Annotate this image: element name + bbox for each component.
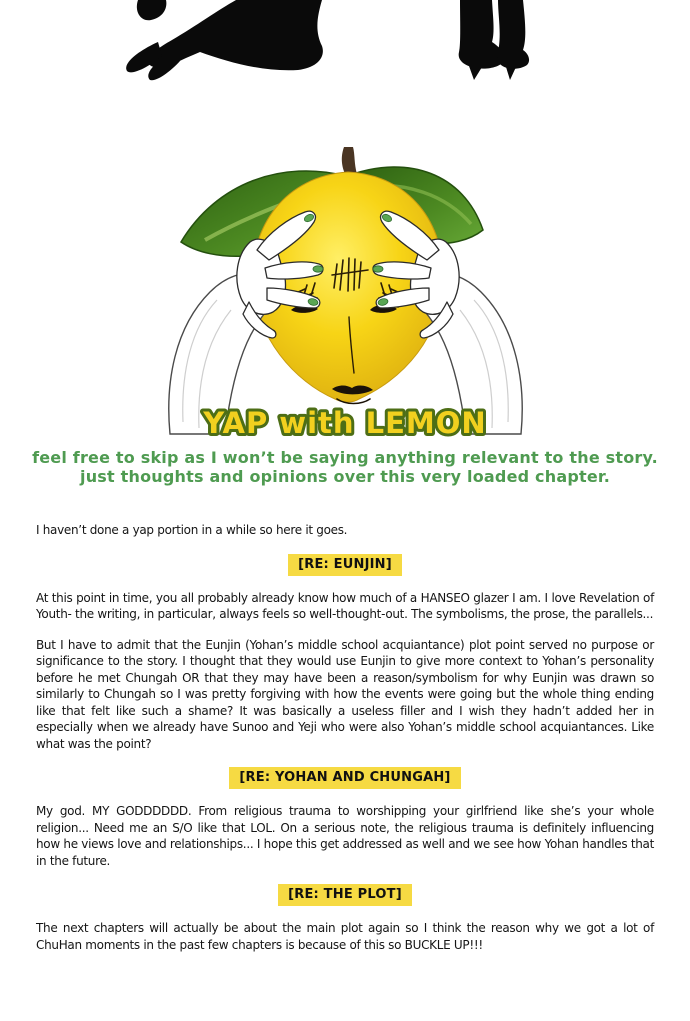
silhouette-legs-right (459, 0, 529, 80)
section-header-row (36, 766, 654, 789)
section-header-yohan-chungah: [RE: YOHAN AND CHUNGAH] (229, 767, 460, 789)
page-title: YAP with LEMON (203, 406, 487, 440)
panel-silhouette-art (0, 0, 690, 84)
yap-content (0, 486, 690, 953)
section-header-row (36, 883, 654, 906)
intro-line: I haven’t done a yap portion in a while so here it goes. (36, 523, 348, 537)
section-header-eunjin: [RE: EUNJIN] (288, 554, 402, 576)
paragraph: But I have to admit that the Eunjin (Yohan’s middle school acquiantance) plot point served no purpose or significance to the story. I thought that they would use Eunjin to give more context to Yohan’s personality before he met Chungah OR that they may have been a reason/symbolism for why Eunjin was drawn so similarly to Chungah so I was pretty forgiving with how the events were going but the whole thing ending like that felt like such a shame? It was basically a useless filler and I wish they hadn’t added her in especially when we already have Sunoo and Yeji who were also Yohan’s middle school acquiantances. Like what was the point? (36, 637, 654, 751)
paragraph: At this point in time, you all probably already know how much of a HANSEO glazer I am. I love Revelation of Youth- the writing, in particular, always feels so well-thought-out. The symbolisms, the prose, the parallels... (36, 590, 654, 621)
skip-note-line1: feel free to skip as I won’t be saying anything relevant to the story. (32, 448, 658, 467)
yap-title-art (165, 400, 525, 446)
lemon-face-illustration (165, 142, 525, 442)
yap-art-block (165, 142, 525, 442)
paragraph: My god. MY GODDDDDD. From religious trauma to worshipping your girlfriend like she’s your whole religion... Need me an S/O like that LOL. On a serious note, the religious trauma is definitely influencing how he views love and relationships... I hope this get addressed as well and we see how Yohan handles that in the future. (36, 804, 654, 868)
paragraph: The next chapters will actually be about the main plot again so I think the reason why we got a lot of ChuHan moments in the past few chapters is because of this so BUCKLE UP!!! (36, 921, 654, 952)
skip-note-line2: just thoughts and opinions over this very loaded chapter. (80, 467, 610, 486)
section-header-row (36, 553, 654, 576)
silhouette-legs-left (126, 0, 323, 80)
skip-note (0, 448, 690, 486)
section-header-plot: [RE: THE PLOT] (278, 884, 412, 906)
